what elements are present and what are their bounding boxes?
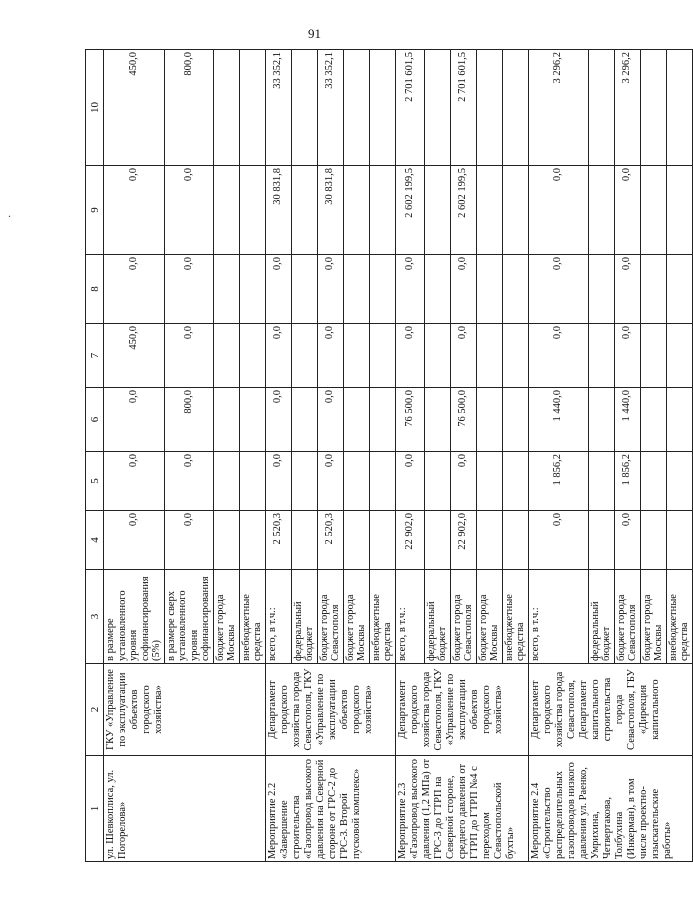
amount-cell (588, 50, 614, 166)
amount-cell: 0,0 (164, 166, 213, 255)
column-number-cell: 6 (86, 388, 104, 452)
amount-cell (502, 511, 528, 570)
funding-source-cell: бюджет города Севастополя (317, 570, 343, 664)
funding-source-cell: в размере сверх установленного уровня софинансирования (164, 570, 213, 664)
amount-cell: 3 296,2 (614, 50, 640, 166)
funding-source-cell: федеральный бюджет (424, 570, 450, 664)
amount-cell: 2 701 601,5 (395, 50, 424, 166)
amount-cell: 0,0 (528, 324, 588, 388)
funding-source-cell: внебюджетные средства (502, 570, 528, 664)
amount-cell: 0,0 (104, 452, 165, 511)
amount-cell: 0,0 (104, 388, 165, 452)
amount-cell: 0,0 (395, 255, 424, 324)
amount-cell: 33 352,1 (317, 50, 343, 166)
amount-cell (588, 388, 614, 452)
amount-cell: 0,0 (317, 255, 343, 324)
column-number-cell: 10 (86, 50, 104, 166)
amount-cell: 0,0 (528, 511, 588, 570)
amount-cell: 0,0 (317, 388, 343, 452)
amount-cell: 2 701 601,5 (450, 50, 476, 166)
amount-cell: 1 856,2 (528, 452, 588, 511)
table-row (104, 50, 165, 862)
amount-cell: 30 831,8 (265, 166, 291, 255)
measure-name-cell: Мероприятие 2.4 «Строительство распределительных газопроводов низкого давления ул. Раенко, Умрихина, Четвертакова, Толбухина (Инкерман), в том числе проектно-изыскательские работы» (528, 756, 692, 862)
column-number-cell: 3 (86, 570, 104, 664)
amount-cell (640, 452, 666, 511)
amount-cell (666, 255, 692, 324)
amount-cell (369, 388, 395, 452)
amount-cell (424, 255, 450, 324)
funding-source-cell: бюджет города Севастополя (614, 570, 640, 664)
amount-cell: 0,0 (614, 166, 640, 255)
amount-cell (476, 388, 502, 452)
amount-cell (213, 388, 239, 452)
amount-cell (369, 324, 395, 388)
amount-cell: 0,0 (164, 511, 213, 570)
amount-cell (666, 452, 692, 511)
amount-cell (343, 388, 369, 452)
amount-cell (640, 166, 666, 255)
funding-source-cell: бюджет города Москвы (476, 570, 502, 664)
amount-cell (588, 511, 614, 570)
amount-cell: 0,0 (104, 511, 165, 570)
amount-cell (502, 50, 528, 166)
amount-cell (291, 324, 317, 388)
amount-cell (213, 50, 239, 166)
column-number-cell: 5 (86, 452, 104, 511)
amount-cell (666, 388, 692, 452)
amount-cell (666, 511, 692, 570)
amount-cell (502, 255, 528, 324)
program-table (85, 49, 693, 862)
amount-cell (424, 388, 450, 452)
amount-cell: 22 902,0 (450, 511, 476, 570)
amount-cell: 1 440,0 (528, 388, 588, 452)
measure-name-cell: Мероприятие 2.3 «Газопровод высокого давления (1,2 МПа) от ГРС-3 до ГТРП на Северной стороне, среднего давления от ГТРП до ГТРП №4 с переходом Севастопольской бухты» (395, 756, 528, 862)
amount-cell (424, 324, 450, 388)
amount-cell: 0,0 (450, 452, 476, 511)
funding-source-cell: в размере установленного уровня софинансирования (5%) (104, 570, 165, 664)
amount-cell: 0,0 (614, 511, 640, 570)
amount-cell (476, 511, 502, 570)
amount-cell: 76 500,0 (395, 388, 424, 452)
amount-cell: 450,0 (104, 324, 165, 388)
funding-source-cell: внебюджетные средства (369, 570, 395, 664)
amount-cell (343, 511, 369, 570)
amount-cell: 76 500,0 (450, 388, 476, 452)
amount-cell (213, 324, 239, 388)
amount-cell (369, 166, 395, 255)
column-number-cell: 4 (86, 511, 104, 570)
amount-cell (239, 166, 265, 255)
amount-cell (291, 511, 317, 570)
amount-cell (424, 452, 450, 511)
amount-cell (213, 511, 239, 570)
funding-source-cell: федеральный бюджет (588, 570, 614, 664)
amount-cell: 450,0 (104, 50, 165, 166)
amount-cell (369, 50, 395, 166)
amount-cell (239, 452, 265, 511)
amount-cell (213, 452, 239, 511)
funding-source-cell: внебюджетные средства (666, 570, 692, 664)
amount-cell: 0,0 (265, 255, 291, 324)
amount-cell: 800,0 (164, 388, 213, 452)
amount-cell (424, 50, 450, 166)
funding-source-cell: федеральный бюджет (291, 570, 317, 664)
executor-cell: Департамент городского хозяйства города Севастополя, ГКУ «Управление по эксплуатации объектов городского хозяйства» (265, 664, 395, 756)
amount-cell (502, 324, 528, 388)
column-number-cell: 2 (86, 664, 104, 756)
amount-cell (291, 255, 317, 324)
amount-cell: 30 831,8 (317, 166, 343, 255)
amount-cell (588, 324, 614, 388)
column-number-cell: 8 (86, 255, 104, 324)
amount-cell: 0,0 (265, 388, 291, 452)
executor-cell: ГКУ «Управление по эксплуатации объектов городского хозяйства» (104, 664, 266, 756)
funding-source-cell: всего, в т.ч.: (265, 570, 291, 664)
amount-cell: 0,0 (104, 166, 165, 255)
amount-cell: 1 440,0 (614, 388, 640, 452)
measure-name-cell: ул. Шевкоплиса, ул. Погорелова» (104, 756, 266, 862)
amount-cell (213, 166, 239, 255)
amount-cell: 0,0 (265, 324, 291, 388)
executor-cell: Департамент городского хозяйства города Севастополя, ГКУ «Управление по эксплуатации объектов городского хозяйства» (395, 664, 528, 756)
amount-cell (476, 324, 502, 388)
amount-cell (640, 50, 666, 166)
amount-cell: 2 520,3 (317, 511, 343, 570)
column-number-cell: 1 (86, 756, 104, 862)
amount-cell (343, 324, 369, 388)
amount-cell: 1 856,2 (614, 452, 640, 511)
amount-cell (291, 50, 317, 166)
amount-cell: 0,0 (164, 452, 213, 511)
amount-cell (588, 452, 614, 511)
amount-cell (476, 50, 502, 166)
amount-cell (588, 166, 614, 255)
amount-cell: 0,0 (528, 166, 588, 255)
rotated-table-container (85, 50, 690, 862)
amount-cell (343, 50, 369, 166)
amount-cell (369, 255, 395, 324)
amount-cell (239, 255, 265, 324)
table-row (395, 50, 424, 862)
amount-cell: 2 520,3 (265, 511, 291, 570)
amount-cell (291, 166, 317, 255)
table-row (528, 50, 588, 862)
amount-cell (666, 166, 692, 255)
amount-cell (666, 50, 692, 166)
measure-name-cell: Мероприятие 2.2 «Завершение строительства «Газопровод высокого давления на Северной стороне от ГРС-2 до ГРС-3. Второй пусковой комплекс» (265, 756, 395, 862)
amount-cell (343, 166, 369, 255)
amount-cell (502, 388, 528, 452)
table-body (86, 50, 693, 862)
amount-cell (369, 511, 395, 570)
amount-cell (291, 452, 317, 511)
amount-cell: 0,0 (265, 452, 291, 511)
amount-cell: 800,0 (164, 50, 213, 166)
funding-source-cell: бюджет города Москвы (343, 570, 369, 664)
amount-cell (213, 255, 239, 324)
amount-cell: 0,0 (395, 324, 424, 388)
amount-cell (239, 388, 265, 452)
amount-cell: 22 902,0 (395, 511, 424, 570)
amount-cell: 0,0 (450, 255, 476, 324)
amount-cell: 0,0 (450, 324, 476, 388)
amount-cell (369, 452, 395, 511)
amount-cell: 0,0 (528, 255, 588, 324)
amount-cell (476, 166, 502, 255)
amount-cell (640, 388, 666, 452)
executor-cell: Департамент городского хозяйства города Севастополя, Департамент капитального строительства города Севастополя, ГБУ «Дирекция капитального (528, 664, 692, 756)
amount-cell: 0,0 (164, 324, 213, 388)
amount-cell (343, 255, 369, 324)
page-number: 91 (308, 26, 321, 41)
amount-cell (239, 50, 265, 166)
amount-cell (640, 255, 666, 324)
amount-cell (640, 511, 666, 570)
amount-cell (476, 255, 502, 324)
amount-cell: 0,0 (104, 255, 165, 324)
amount-cell (666, 324, 692, 388)
amount-cell: 33 352,1 (265, 50, 291, 166)
amount-cell: 2 602 199,5 (395, 166, 424, 255)
amount-cell (476, 452, 502, 511)
amount-cell (502, 452, 528, 511)
funding-source-cell: бюджет города Москвы (640, 570, 666, 664)
table-row (265, 50, 291, 862)
amount-cell: 0,0 (317, 452, 343, 511)
amount-cell (502, 166, 528, 255)
amount-cell: 0,0 (614, 324, 640, 388)
funding-source-cell: внебюджетные средства (239, 570, 265, 664)
amount-cell (291, 388, 317, 452)
funding-source-cell: всего, в т.ч.: (528, 570, 588, 664)
amount-cell (424, 511, 450, 570)
column-number-cell: 7 (86, 324, 104, 388)
amount-cell: 0,0 (614, 255, 640, 324)
funding-source-cell: всего, в т.ч.: (395, 570, 424, 664)
amount-cell: 0,0 (317, 324, 343, 388)
amount-cell (424, 166, 450, 255)
column-number-row (86, 50, 104, 862)
amount-cell: 2 602 199,5 (450, 166, 476, 255)
funding-source-cell: бюджет города Севастополя (450, 570, 476, 664)
amount-cell (239, 324, 265, 388)
amount-cell: 3 296,2 (528, 50, 588, 166)
amount-cell (640, 324, 666, 388)
amount-cell: 0,0 (395, 452, 424, 511)
amount-cell (588, 255, 614, 324)
amount-cell (239, 511, 265, 570)
column-number-cell: 9 (86, 166, 104, 255)
stray-mark: . (8, 206, 11, 220)
amount-cell: 0,0 (164, 255, 213, 324)
amount-cell (343, 452, 369, 511)
funding-source-cell: бюджет города Москвы (213, 570, 239, 664)
